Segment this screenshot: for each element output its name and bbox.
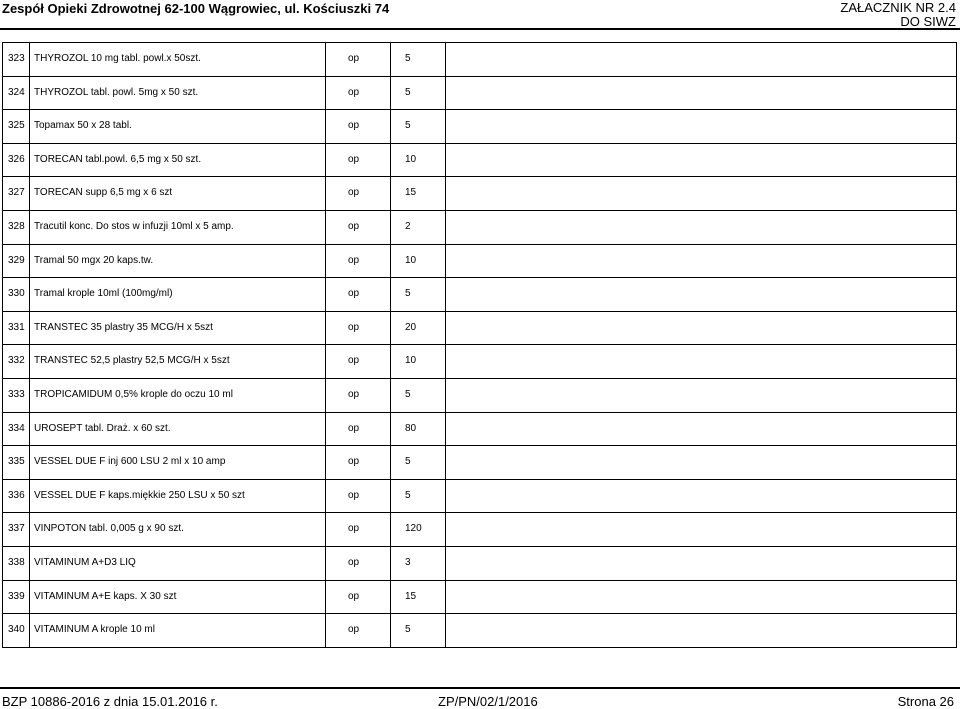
row-divider bbox=[2, 479, 957, 480]
product-name: VINPOTON tabl. 0,005 g x 90 szt. bbox=[34, 523, 184, 535]
product-name: Tracutil konc. Do stos w infuzji 10ml x 5 amp. bbox=[34, 221, 234, 232]
row-number: 333 bbox=[8, 389, 25, 400]
quantity: 3 bbox=[405, 557, 411, 568]
table-row bbox=[0, 76, 960, 109]
row-number: 331 bbox=[8, 321, 25, 333]
unit-of-measure: op bbox=[348, 557, 360, 568]
footer-rule bbox=[0, 687, 960, 689]
row-divider bbox=[2, 109, 957, 110]
unit-of-measure: op bbox=[348, 456, 360, 468]
unit-of-measure: op bbox=[348, 422, 360, 434]
table-row bbox=[0, 176, 960, 209]
row-number: 329 bbox=[8, 254, 25, 266]
row-number: 340 bbox=[8, 624, 25, 636]
table-row bbox=[0, 378, 960, 411]
row-divider bbox=[2, 613, 957, 614]
table-row bbox=[0, 210, 960, 243]
row-divider bbox=[2, 76, 957, 77]
row-divider bbox=[2, 311, 957, 312]
quantity: 15 bbox=[405, 187, 417, 199]
table-row bbox=[0, 479, 960, 512]
unit-of-measure: op bbox=[348, 221, 360, 232]
quantity: 5 bbox=[405, 489, 411, 501]
quantity: 80 bbox=[405, 422, 417, 434]
quantity: 2 bbox=[405, 221, 411, 232]
row-divider bbox=[2, 412, 957, 413]
table-row bbox=[0, 445, 960, 478]
unit-of-measure: op bbox=[348, 288, 360, 300]
table-row bbox=[0, 109, 960, 142]
unit-of-measure: op bbox=[348, 590, 360, 602]
quantity: 20 bbox=[405, 321, 417, 333]
product-name: TORECAN tabl.powl. 6,5 mg x 50 szt. bbox=[34, 153, 202, 165]
row-number: 323 bbox=[8, 53, 25, 64]
product-name: TRANSTEC 35 plastry 35 MCG/H x 5szt bbox=[34, 321, 213, 333]
quantity: 10 bbox=[405, 355, 417, 367]
product-name: THYROZOL tabl. powl. 5mg x 50 szt. bbox=[34, 86, 199, 98]
unit-of-measure: op bbox=[348, 120, 360, 132]
product-name: TORECAN supp 6,5 mg x 6 szt bbox=[34, 187, 173, 199]
footer-reference: ZP/PN/02/1/2016 bbox=[438, 694, 538, 709]
footer-page-number: Strona 26 bbox=[897, 694, 954, 709]
attachment-number: ZAŁACZNIK NR 2.4 bbox=[840, 0, 956, 15]
table-row bbox=[0, 277, 960, 310]
unit-of-measure: op bbox=[348, 53, 360, 64]
row-number: 324 bbox=[8, 86, 25, 98]
table-row bbox=[0, 143, 960, 176]
header-rule bbox=[0, 28, 960, 30]
row-number: 332 bbox=[8, 355, 25, 367]
quantity: 5 bbox=[405, 288, 411, 300]
quantity: 10 bbox=[405, 153, 417, 165]
quantity: 5 bbox=[405, 456, 411, 468]
unit-of-measure: op bbox=[348, 489, 360, 501]
unit-of-measure: op bbox=[348, 523, 360, 535]
footer-bzp: BZP 10886-2016 z dnia 15.01.2016 r. bbox=[2, 694, 218, 709]
product-name: TRANSTEC 52,5 plastry 52,5 MCG/H x 5szt bbox=[34, 355, 230, 367]
row-divider bbox=[2, 244, 957, 245]
quantity: 5 bbox=[405, 86, 411, 98]
row-divider bbox=[2, 512, 957, 513]
unit-of-measure: op bbox=[348, 389, 360, 400]
product-name: Tramal 50 mgx 20 kaps.tw. bbox=[34, 254, 154, 266]
table-row bbox=[0, 613, 960, 646]
unit-of-measure: op bbox=[348, 86, 360, 98]
row-divider bbox=[2, 546, 957, 547]
product-name: UROSEPT tabl. Draż. x 60 szt. bbox=[34, 422, 171, 434]
quantity: 5 bbox=[405, 389, 411, 400]
unit-of-measure: op bbox=[348, 187, 360, 199]
table-row bbox=[0, 580, 960, 613]
row-divider bbox=[2, 344, 957, 345]
table-row bbox=[0, 311, 960, 344]
product-name: THYROZOL 10 mg tabl. powl.x 50szt. bbox=[34, 53, 201, 64]
row-divider bbox=[2, 277, 957, 278]
product-name: Topamax 50 x 28 tabl. bbox=[34, 120, 132, 132]
row-number: 335 bbox=[8, 456, 25, 468]
row-number: 338 bbox=[8, 557, 25, 568]
unit-of-measure: op bbox=[348, 355, 360, 367]
table-row bbox=[0, 546, 960, 579]
row-number: 326 bbox=[8, 153, 25, 165]
product-name: VITAMINUM A krople 10 ml bbox=[34, 624, 155, 636]
product-name: Tramal krople 10ml (100mg/ml) bbox=[34, 288, 173, 300]
row-number: 336 bbox=[8, 489, 25, 501]
quantity: 5 bbox=[405, 53, 411, 64]
attachment-siwz: DO SIWZ bbox=[900, 14, 956, 29]
product-name: VESSEL DUE F inj 600 LSU 2 ml x 10 amp bbox=[34, 456, 226, 468]
product-name: VESSEL DUE F kaps.miękkie 250 LSU x 50 szt bbox=[34, 489, 245, 501]
quantity: 120 bbox=[405, 523, 422, 535]
row-divider bbox=[2, 143, 957, 144]
row-divider bbox=[2, 580, 957, 581]
product-name: VITAMINUM A+E kaps. X 30 szt bbox=[34, 590, 177, 602]
quantity: 5 bbox=[405, 120, 411, 132]
attachment-label bbox=[796, 1, 956, 29]
quantity: 15 bbox=[405, 590, 417, 602]
row-divider bbox=[2, 176, 957, 177]
table-row bbox=[0, 512, 960, 545]
row-number: 339 bbox=[8, 590, 25, 602]
table-row bbox=[0, 344, 960, 377]
row-number: 337 bbox=[8, 523, 25, 535]
product-name: TROPICAMIDUM 0,5% krople do oczu 10 ml bbox=[34, 389, 233, 400]
institution-title: Zespół Opieki Zdrowotnej 62-100 Wągrowiec, ul. Kościuszki 74 bbox=[2, 1, 390, 16]
row-number: 327 bbox=[8, 187, 25, 199]
unit-of-measure: op bbox=[348, 153, 360, 165]
table-row bbox=[0, 412, 960, 445]
unit-of-measure: op bbox=[348, 624, 360, 636]
row-number: 330 bbox=[8, 288, 25, 300]
row-number: 334 bbox=[8, 422, 25, 434]
product-name: VITAMINUM A+D3 LIQ bbox=[34, 557, 136, 568]
row-divider bbox=[2, 445, 957, 446]
table-row bbox=[0, 244, 960, 277]
quantity: 10 bbox=[405, 254, 417, 266]
row-number: 328 bbox=[8, 221, 25, 232]
row-number: 325 bbox=[8, 120, 25, 132]
unit-of-measure: op bbox=[348, 254, 360, 266]
quantity: 5 bbox=[405, 624, 411, 636]
row-divider bbox=[2, 378, 957, 379]
row-divider bbox=[2, 210, 957, 211]
table-row bbox=[0, 42, 960, 75]
unit-of-measure: op bbox=[348, 321, 360, 333]
